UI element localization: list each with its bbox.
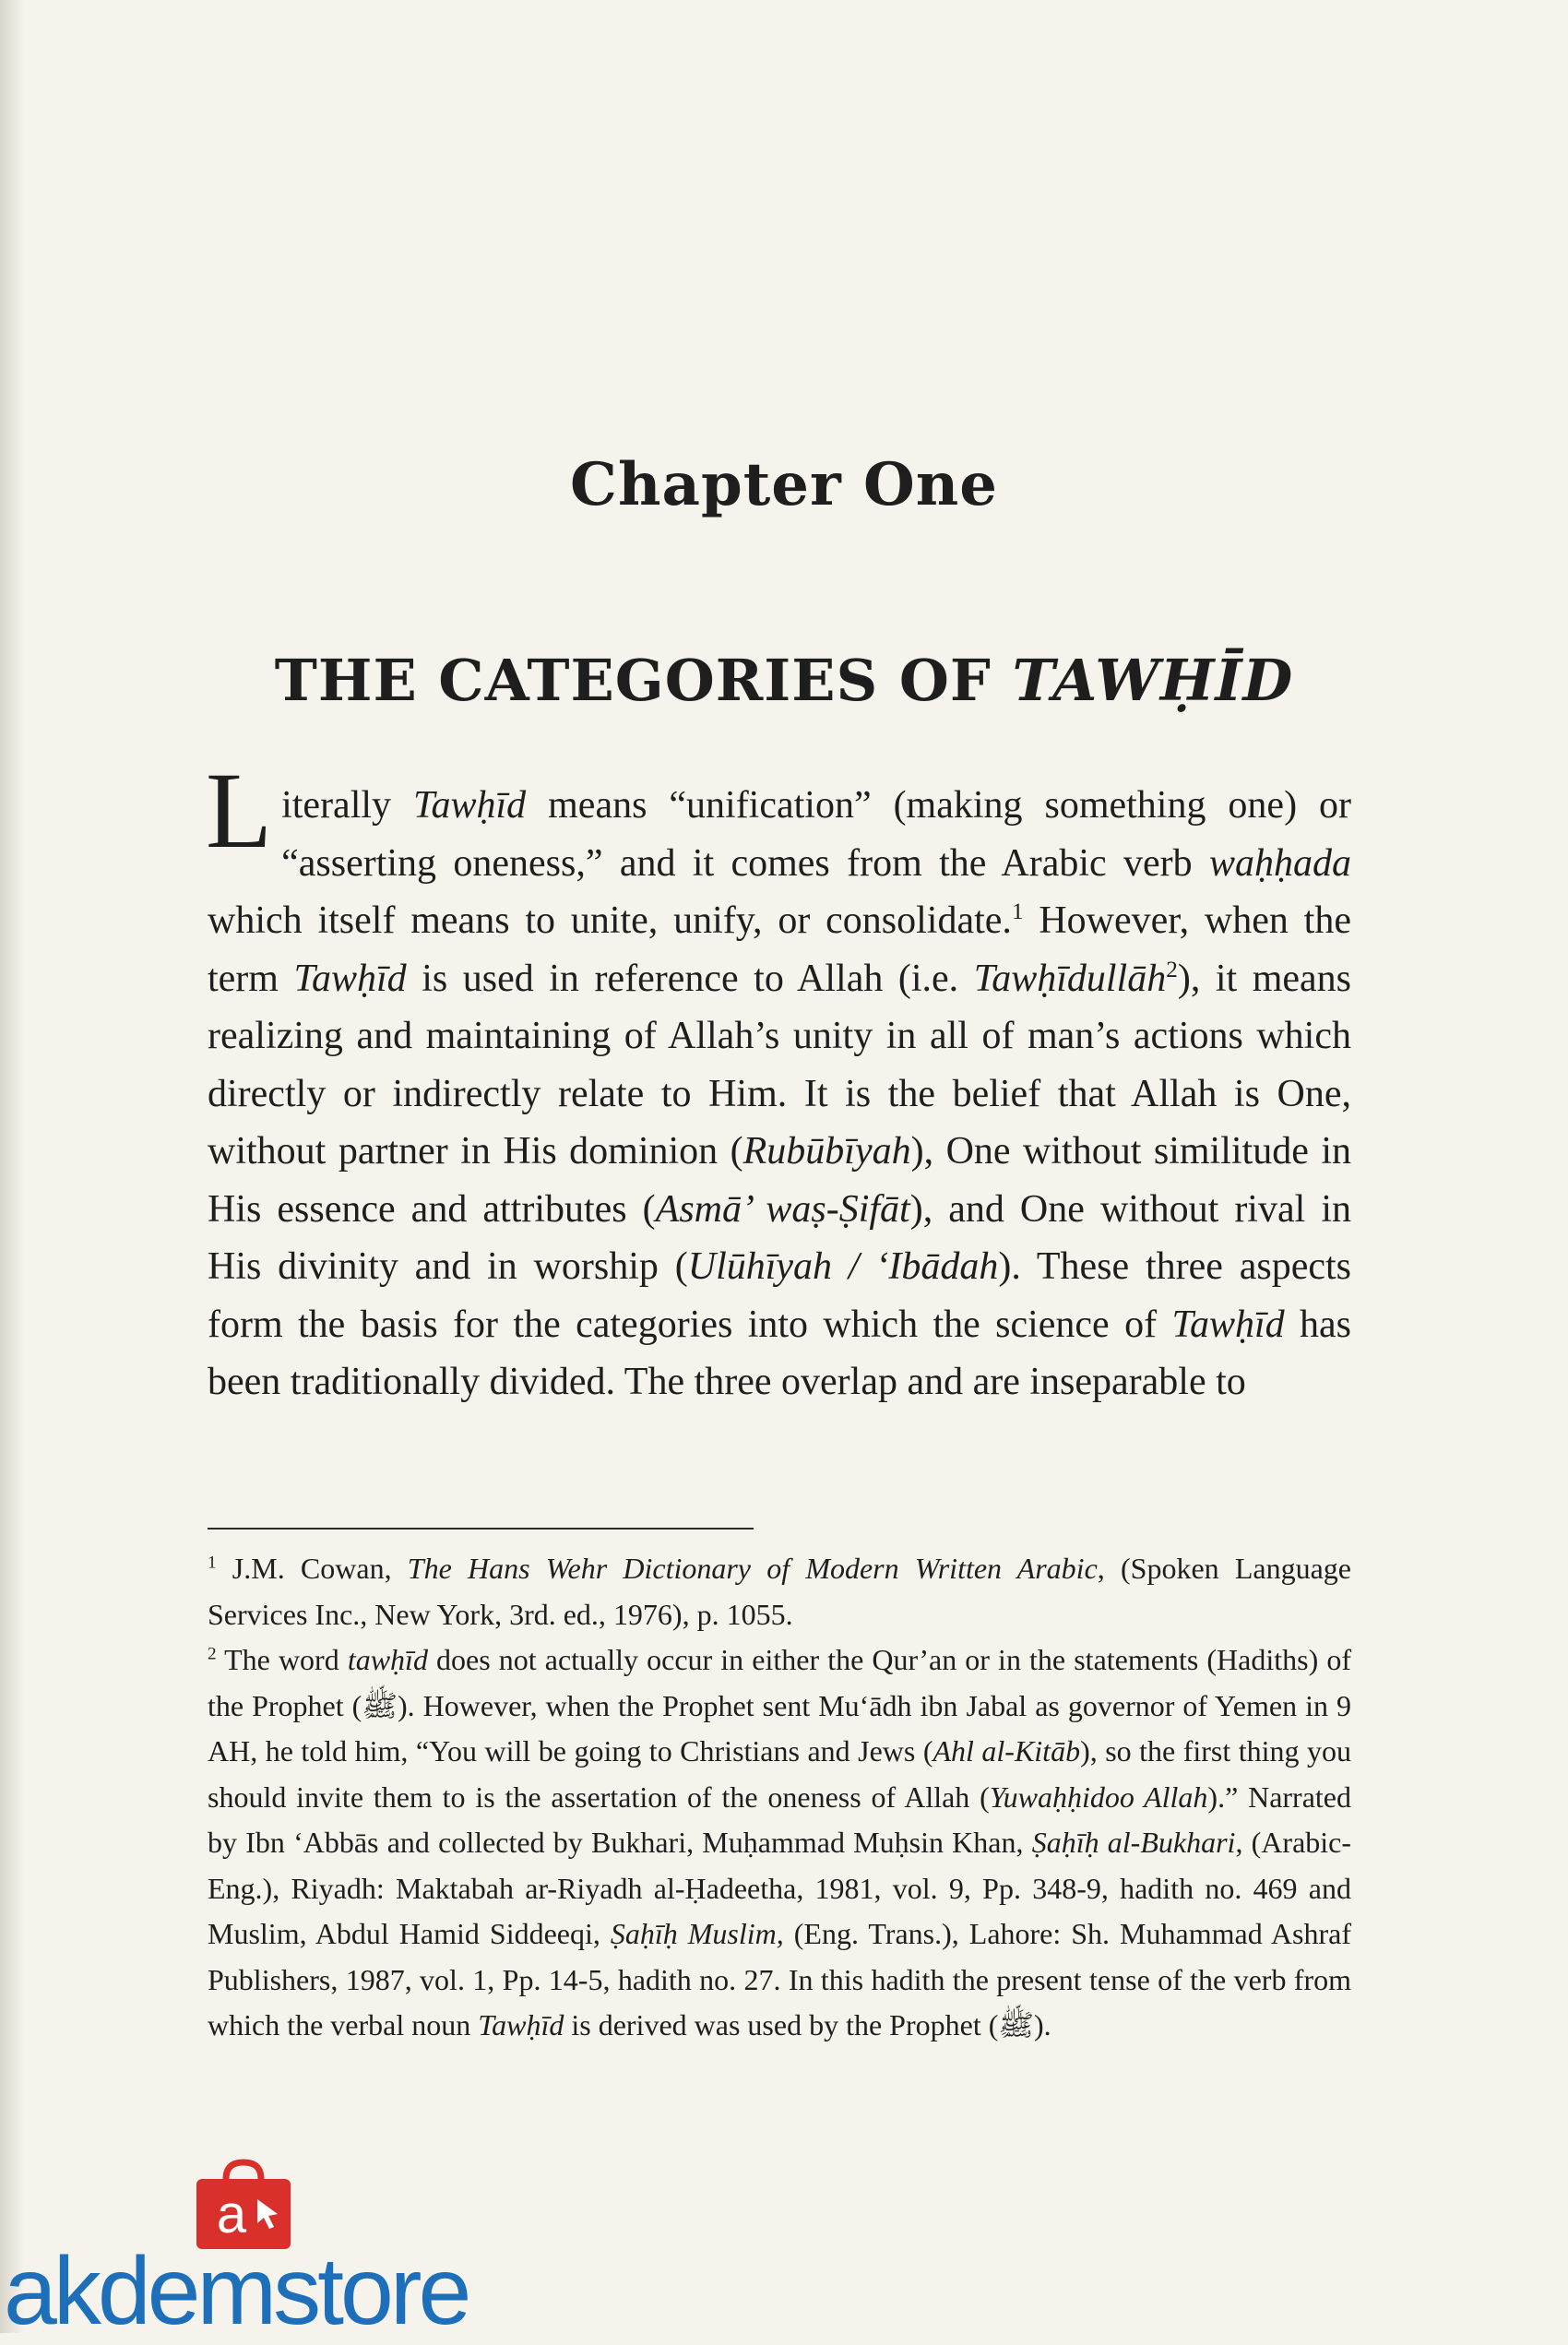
body-run: ). These three aspects form the basis for the categories into which the science of — [208, 1245, 1352, 1346]
footnote-run-italic: The Hans Wehr Dictionary of Modern Written Arabic — [407, 1552, 1098, 1585]
footnote-run-italic: tawḥīd — [347, 1643, 428, 1676]
footnote-ref-1[interactable]: 1 — [1011, 899, 1024, 924]
store-logo-text: akdemstore — [4, 2238, 469, 2345]
footnote-run: ).” Narrated by Ibn ‘Abbās and collected by Bukhari, Muḥammad Muḥsin Khan, — [208, 1780, 1352, 1859]
body-run: However, when the term — [208, 899, 1351, 1000]
body-run-italic: Tawḥīdullāh — [973, 957, 1167, 1000]
body-run-italic: waḥḥada — [1208, 841, 1351, 885]
footnote-divider — [208, 1528, 754, 1530]
footnote-run: , (Arabic-Eng.), Riyadh: Maktabah ar-Riyadh al-Ḥadeetha, 1981, vol. 9, Pp. 348-9, hadith no. 469 and Muslim, Abdul Hamid Siddeeqi, — [208, 1826, 1352, 1950]
footnote-run: (Eng. Trans.), Lahore: Sh. Muhammad Ashraf Publishers, 1987, vol. 1, Pp. 14-5, hadith no. 27. In this hadith the present tense of the verb from which the verbal noun — [208, 1917, 1352, 2041]
footnote-run: does not actually occur in either the Qur’an or in the statements (Hadiths) of the Prophet (ﷺ). However, when the Prophet sent Mu‘ādh ibn Jabal as governor of Yemen in 9 AH, he told him, “You will be going to Christians and Jews ( — [208, 1643, 1352, 1768]
chapter-number: Chapter One — [570, 449, 998, 519]
body-run: which itself means to unite, unify, or consolidate. — [208, 899, 1012, 942]
page-gutter-shadow — [0, 0, 24, 2333]
footnotes — [208, 1546, 1351, 2049]
body-run-italic: Rubūbīyah — [742, 1130, 911, 1172]
body-run-italic: Tawḥīd — [293, 957, 407, 1000]
body-run-italic: Ulūhīyah / ‘Ibādah — [687, 1245, 999, 1288]
body-run: ), and One without rival in His divinity and in worship ( — [208, 1187, 1351, 1288]
body-run: ), it means realizing and maintaining of Allah’s unity in all of man’s actions which directly or indirectly relate to Him. It is the belief that Allah is One, without partner in His dominion ( — [208, 957, 1352, 1172]
footnote-run: is derived was used by the Prophet (ﷺ). — [564, 2008, 1051, 2041]
footnote-run: , (Spoken Language Services Inc., New York, 3rd. ed., 1976), p. 1055. — [208, 1552, 1352, 1631]
footnote-run: ), so the first thing you should invite them to is the assertation of the oneness of Allah ( — [208, 1734, 1352, 1814]
shopping-bag-icon — [189, 2159, 298, 2251]
body-run: is used in reference to Allah (i.e. — [406, 957, 974, 1000]
body-paragraph — [206, 750, 1352, 1411]
footnote-run-italic: Ahl al-Kitāb — [932, 1734, 1081, 1768]
body-run-italic: Tawḥīd — [1171, 1303, 1285, 1346]
footnote-run-italic: Yuwaḥḥidoo Allah — [989, 1780, 1208, 1814]
footnote-run: J.M. Cowan, — [216, 1552, 408, 1585]
footnote-run-italic: Tawḥīd — [478, 2008, 564, 2041]
body-run: has been traditionally divided. The three overlap and are inseparable to — [208, 1303, 1352, 1403]
body-run-italic: Asmā’ waṣ-Ṣifāt — [655, 1187, 910, 1231]
footnote-marker: 2 — [208, 1644, 217, 1664]
drop-cap: L — [206, 750, 273, 871]
body-run-italic: Tawḥīd — [413, 784, 527, 827]
body-run: means “unification” (making something one) or “asserting oneness,” and it comes from the Arabic verb — [281, 784, 1351, 885]
chapter-title-term: TAWḤĪD — [1012, 647, 1294, 715]
store-logo[interactable] — [0, 2159, 498, 2345]
body-run: iterally — [281, 784, 413, 827]
footnote-2 — [208, 1637, 1351, 2049]
footnote-run-italic: Ṣaḥīḥ Muslim, — [610, 1917, 784, 1950]
body-run: ), One without similitude in His essence and attributes ( — [208, 1130, 1351, 1231]
footnote-run-italic: Ṣaḥīḥ al-Bukhari — [1031, 1826, 1236, 1859]
footnote-run: The word — [216, 1643, 348, 1676]
svg-text:a: a — [216, 2184, 247, 2244]
footnote-ref-2[interactable]: 2 — [1166, 957, 1178, 982]
chapter-title — [0, 647, 1568, 714]
footnote-1 — [208, 1546, 1351, 1637]
chapter-title-prefix: THE CATEGORIES OF — [274, 647, 992, 715]
footnote-marker: 1 — [208, 1553, 217, 1573]
